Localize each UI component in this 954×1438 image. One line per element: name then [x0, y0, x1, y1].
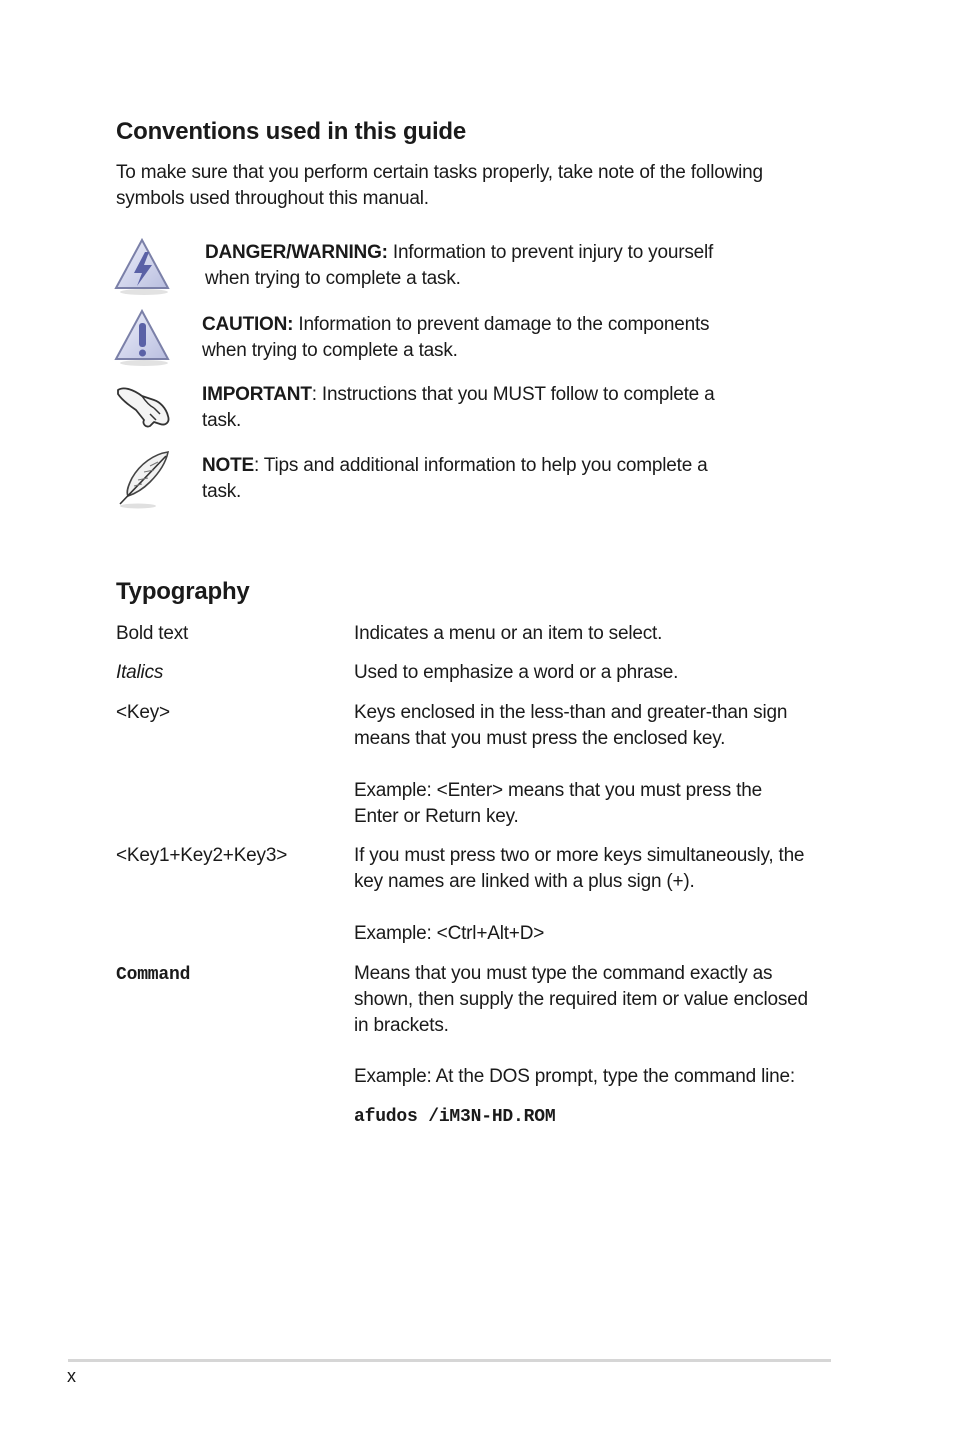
example-key — [354, 778, 844, 830]
desc-line: means that you must press the enclosed key. — [354, 728, 726, 749]
section-title-typography: Typography — [116, 578, 250, 605]
notice-text: task. — [202, 481, 242, 502]
desc-line: Means that you must type the command exactly as — [354, 963, 773, 984]
notice-label: IMPORTANT — [202, 384, 312, 405]
conventions-intro — [116, 160, 763, 212]
example-line: Example: At the DOS prompt, type the command line: — [354, 1066, 795, 1087]
desc-command — [354, 961, 844, 1039]
intro-line: To make sure that you perform certain tasks properly, take note of the following — [116, 162, 763, 183]
notice-important — [202, 382, 762, 434]
example-line: Example: <Ctrl+Alt+D> — [354, 923, 545, 944]
notice-danger-warning — [205, 240, 765, 292]
notice-note — [202, 453, 762, 505]
notice-text: : Tips and additional information to help you complete a — [253, 455, 708, 476]
example-line: Example: <Enter> means that you must press the — [354, 780, 762, 801]
desc-line: Indicates a menu or an item to select. — [354, 623, 663, 644]
term-command: Command — [116, 965, 191, 985]
term-italics: Italics — [116, 662, 164, 683]
desc-bold-text — [354, 621, 844, 647]
command-line-example: afudos /iM3N-HD.ROM — [354, 1107, 556, 1127]
notice-text: when trying to complete a task. — [202, 340, 458, 361]
desc-key-combo — [354, 843, 844, 895]
notice-text: Information to prevent injury to yourself — [387, 242, 714, 263]
feather-quill-icon — [112, 448, 172, 512]
example-line: Enter or Return key. — [354, 806, 519, 827]
desc-line: shown, then supply the required item or value enclosed — [354, 989, 808, 1010]
notice-label: DANGER/WARNING: — [205, 242, 388, 263]
example-command — [354, 1064, 844, 1090]
footer-divider — [68, 1359, 831, 1362]
example-key-combo — [354, 921, 844, 947]
term-key: <Key> — [116, 702, 170, 723]
desc-line: key names are linked with a plus sign (+). — [354, 871, 695, 892]
notice-label: NOTE — [202, 455, 254, 476]
section-title-conventions: Conventions used in this guide — [116, 118, 467, 145]
lightning-warning-icon — [112, 236, 172, 300]
notice-text: : Instructions that you MUST follow to complete a — [311, 384, 715, 405]
desc-line: If you must press two or more keys simultaneously, the — [354, 845, 805, 866]
pointing-hand-icon — [114, 380, 174, 444]
notice-text: when trying to complete a task. — [205, 268, 461, 289]
desc-italics — [354, 660, 844, 686]
desc-key — [354, 700, 844, 752]
page-number: x — [67, 1366, 76, 1386]
notice-label: CAUTION: — [202, 314, 294, 335]
exclamation-caution-icon — [112, 307, 172, 371]
intro-line: symbols used throughout this manual. — [116, 188, 429, 209]
notice-text: task. — [202, 410, 242, 431]
desc-line: in brackets. — [354, 1015, 449, 1036]
desc-line: Keys enclosed in the less-than and greater-than sign — [354, 702, 788, 723]
term-key-combo: <Key1+Key2+Key3> — [116, 845, 288, 866]
desc-line: Used to emphasize a word or a phrase. — [354, 662, 679, 683]
notice-text: Information to prevent damage to the components — [293, 314, 710, 335]
notice-caution — [202, 312, 762, 364]
term-bold-text: Bold text — [116, 623, 189, 644]
